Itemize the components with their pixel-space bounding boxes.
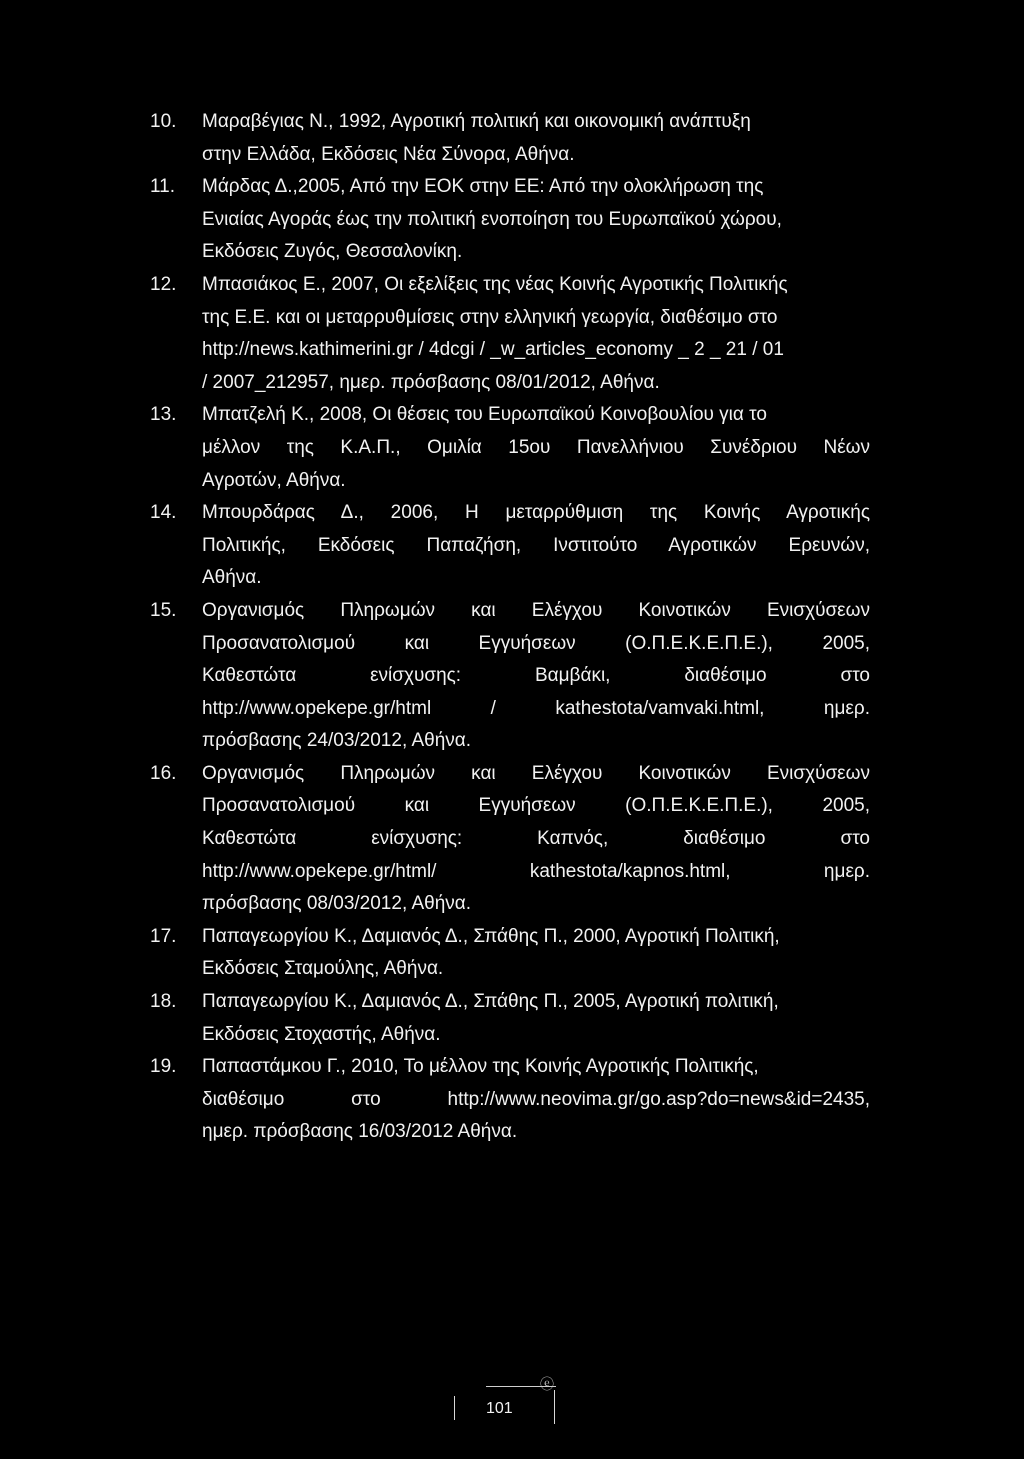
reference-line: Καθεστώτα ενίσχυσης: Βαμβάκι, διαθέσιμο στο [202, 665, 870, 687]
reference-line: http://www.opekepe.gr/html / kathestota/vamvaki.html, ημερ. [202, 697, 870, 719]
reference-item [150, 595, 870, 758]
reference-line: πρόσβασης 24/03/2012, Αθήνα. [202, 730, 472, 752]
reference-line: ημερ. πρόσβασης 16/03/2012 Αθήνα. [202, 1121, 518, 1143]
reference-item [150, 171, 870, 269]
reference-line: Παπαγεωργίου Κ., Δαμιανός Δ., Σπάθης Π., 2000, Αγροτική Πολιτική, [202, 925, 780, 947]
reference-line: Ενιαίας Αγοράς έως την πολιτική ενοποίηση του Ευρωπαϊκού χώρου, [202, 208, 782, 230]
reference-line: Προσανατολισμού και Εγγυήσεων (Ο.Π.Ε.Κ.Ε.Π.Ε.), 2005, [202, 632, 870, 654]
reference-line: Μπατζελή Κ., 2008, Οι θέσεις του Ευρωπαϊκού Κοινοβουλίου για το [202, 404, 767, 426]
page-number: 101 [486, 1400, 513, 1417]
reference-line: Μάρδας Δ.,2005, Από την ΕΟΚ στην ΕΕ: Από την ολοκλήρωση της [202, 176, 764, 198]
reference-line: Εκδόσεις Σταμούλης, Αθήνα. [202, 958, 444, 980]
reference-number: 12. [150, 273, 177, 295]
reference-number: 17. [150, 925, 177, 947]
reference-line: Μπουρδάρας Δ., 2006, Η μεταρρύθμιση της Κοινής Αγροτικής [202, 502, 870, 524]
reference-line: μέλλον της Κ.Α.Π., Ομιλία 15ου Πανελλήνιου Συνέδριου Νέων [202, 436, 870, 458]
reference-line: Μπασιάκος Ε., 2007, Οι εξελίξεις της νέας Κοινής Αγροτικής Πολιτικής [202, 273, 788, 295]
reference-line: Καθεστώτα ενίσχυσης: Καπνός, διαθέσιμο στο [202, 828, 870, 850]
reference-line: Αγροτών, Αθήνα. [202, 469, 346, 491]
reference-number: 13. [150, 404, 177, 426]
reference-number: 16. [150, 762, 177, 784]
reference-line: Αθήνα. [202, 567, 262, 589]
reference-list [150, 106, 870, 1149]
reference-item [150, 269, 870, 399]
reference-item [150, 758, 870, 921]
reference-line: Μαραβέγιας Ν., 1992, Αγροτική πολιτική και οικονομική ανάπτυξη [202, 111, 751, 132]
reference-line: Εκδόσεις Ζυγός, Θεσσαλονίκη. [202, 241, 463, 263]
reference-line: Οργανισμός Πληρωμών και Ελέγχου Κοινοτικών Ενισχύσεων [202, 762, 870, 784]
reference-line: Πολιτικής, Εκδόσεις Παπαζήση, Ινστιτούτο Αγροτικών Ερευνών, [202, 534, 870, 556]
reference-number: 18. [150, 991, 177, 1013]
reference-item [150, 106, 870, 171]
reference-item [150, 986, 870, 1051]
footer-right-stroke [554, 1390, 555, 1424]
reference-line: Παπαγεωργίου Κ., Δαμιανός Δ., Σπάθης Π., 2005, Αγροτική πολιτική, [202, 991, 779, 1013]
reference-line: της Ε.Ε. και οι μεταρρυθμίσεις στην ελληνική γεωργία, διαθέσιμο στο [202, 306, 778, 328]
reference-line: Παπαστάμκου Γ., 2010, Το μέλλον της Κοινής Αγροτικής Πολιτικής, [202, 1056, 759, 1078]
reference-number: 19. [150, 1056, 177, 1078]
reference-number: 11. [150, 176, 176, 198]
page-footer [448, 1376, 558, 1432]
reference-number: 15. [150, 599, 177, 621]
reference-line: διαθέσιμο στο http://www.neovima.gr/go.asp?do=news&id=2435, [202, 1088, 870, 1110]
reference-number: 14. [150, 502, 177, 524]
reference-item [150, 399, 870, 497]
reference-line: στην Ελλάδα, Εκδόσεις Νέα Σύνορα, Αθήνα. [202, 143, 575, 165]
reference-line: / 2007_212957, ημερ. πρόσβασης 08/01/2012, Αθήνα. [202, 371, 660, 393]
reference-number: 10. [150, 111, 177, 132]
reference-line: Εκδόσεις Στοχαστής, Αθήνα. [202, 1023, 441, 1045]
reference-line: Προσανατολισμού και Εγγυήσεων (Ο.Π.Ε.Κ.Ε.Π.Ε.), 2005, [202, 795, 870, 817]
footer-left-stroke [454, 1396, 455, 1420]
reference-item [150, 497, 870, 595]
reference-line: πρόσβασης 08/03/2012, Αθήνα. [202, 893, 472, 915]
reference-line: http://news.kathimerini.gr / 4dcgi / _w_articles_economy _ 2 _ 21 / 01 [202, 339, 784, 361]
reference-item [150, 1051, 870, 1149]
reference-line: http://www.opekepe.gr/html/ kathestota/kapnos.html, ημερ. [202, 860, 870, 882]
reference-line: Οργανισμός Πληρωμών και Ελέγχου Κοινοτικών Ενισχύσεων [202, 599, 870, 621]
reference-item [150, 921, 870, 986]
footer-mark: ⓔ [540, 1376, 554, 1392]
